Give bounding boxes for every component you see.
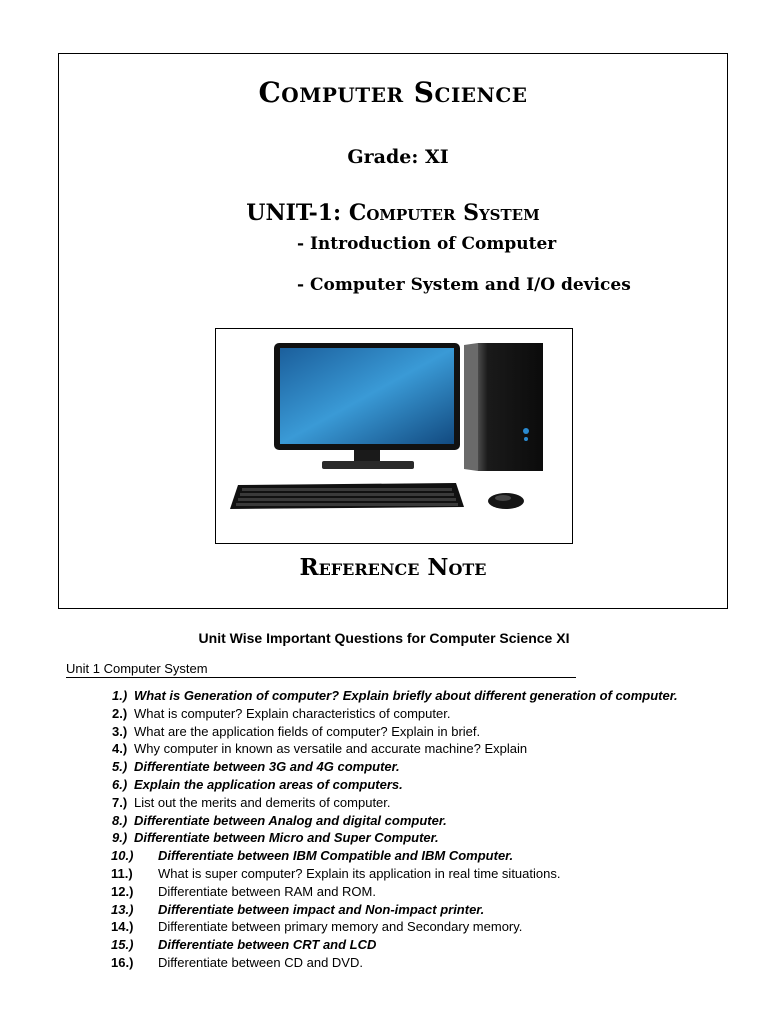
list-item bbox=[0, 865, 768, 883]
list-item bbox=[0, 687, 768, 705]
list-item bbox=[0, 740, 768, 758]
question-number: 2.) bbox=[112, 705, 128, 721]
question-text: Why computer in known as versatile and accurate machine? Explain bbox=[134, 741, 528, 757]
question-text: Differentiate between CRT and LCD bbox=[158, 937, 377, 953]
question-number: 6.) bbox=[112, 776, 128, 792]
question-number: 10.) bbox=[111, 848, 134, 864]
grade-label: Grade: XI bbox=[347, 146, 449, 168]
question-text: What is computer? Explain characteristics of computer. bbox=[134, 705, 451, 721]
list-item bbox=[0, 954, 768, 972]
question-text: What is Generation of computer? Explain briefly about different generation of computer. bbox=[134, 688, 678, 703]
question-text: Differentiate between CD and DVD. bbox=[158, 954, 363, 970]
question-text: Differentiate between 3G and 4G computer. bbox=[134, 759, 400, 775]
cover-title: Computer Science bbox=[258, 76, 528, 109]
question-number: 1.) bbox=[112, 688, 128, 703]
list-item bbox=[0, 936, 768, 954]
question-text: Differentiate between primary memory and Secondary memory. bbox=[158, 919, 523, 935]
question-number: 16.) bbox=[111, 954, 134, 970]
computer-image bbox=[215, 328, 573, 544]
question-text: Differentiate between IBM Compatible and IBM Computer. bbox=[158, 848, 514, 864]
list-item bbox=[0, 794, 768, 812]
monitor-base bbox=[322, 461, 414, 469]
question-text: Differentiate between impact and Non-impact printer. bbox=[158, 901, 485, 917]
question-number: 14.) bbox=[111, 919, 134, 935]
question-text: What are the application fields of computer? Explain in brief. bbox=[134, 723, 481, 739]
list-item bbox=[0, 776, 768, 794]
unit-title: UNIT-1: Computer System bbox=[246, 200, 540, 226]
question-list bbox=[0, 687, 768, 972]
list-item bbox=[0, 918, 768, 936]
monitor-screen bbox=[280, 348, 454, 444]
question-number: 3.) bbox=[112, 723, 128, 739]
monitor-neck bbox=[354, 450, 380, 462]
desktop-computer-illustration bbox=[216, 329, 572, 543]
question-number: 12.) bbox=[111, 883, 134, 899]
question-text: List out the merits and demerits of computer. bbox=[134, 794, 391, 810]
question-number: 5.) bbox=[112, 759, 128, 775]
list-item bbox=[0, 901, 768, 919]
list-item bbox=[0, 883, 768, 901]
list-item bbox=[0, 758, 768, 776]
list-item bbox=[0, 723, 768, 741]
question-number: 4.) bbox=[112, 741, 128, 757]
list-item bbox=[0, 812, 768, 830]
section-heading: Unit Wise Important Questions for Computer Science XI bbox=[198, 630, 570, 646]
question-number: 7.) bbox=[112, 794, 128, 810]
question-text: Differentiate between RAM and ROM. bbox=[158, 883, 376, 899]
unit-subheading: Unit 1 Computer System bbox=[66, 661, 576, 678]
question-number: 11.) bbox=[111, 865, 133, 881]
question-number: 8.) bbox=[112, 812, 128, 828]
question-text: Explain the application areas of computers. bbox=[134, 776, 403, 792]
question-number: 13.) bbox=[111, 901, 134, 917]
question-text: Differentiate between Micro and Super Computer. bbox=[134, 830, 439, 846]
cover-box bbox=[58, 53, 728, 609]
topic-2: - Computer System and I/O devices bbox=[297, 275, 631, 295]
reference-note-title: Reference Note bbox=[299, 554, 487, 581]
topic-1: - Introduction of Computer bbox=[297, 234, 557, 254]
list-item bbox=[0, 705, 768, 723]
tower-case bbox=[478, 343, 543, 471]
list-item bbox=[0, 847, 768, 865]
question-number: 9.) bbox=[112, 830, 128, 846]
question-text: What is super computer? Explain its application in real time situations. bbox=[158, 865, 561, 881]
question-text: Differentiate between Analog and digital computer. bbox=[134, 812, 447, 828]
list-item bbox=[0, 829, 768, 847]
question-number: 15.) bbox=[111, 937, 134, 953]
